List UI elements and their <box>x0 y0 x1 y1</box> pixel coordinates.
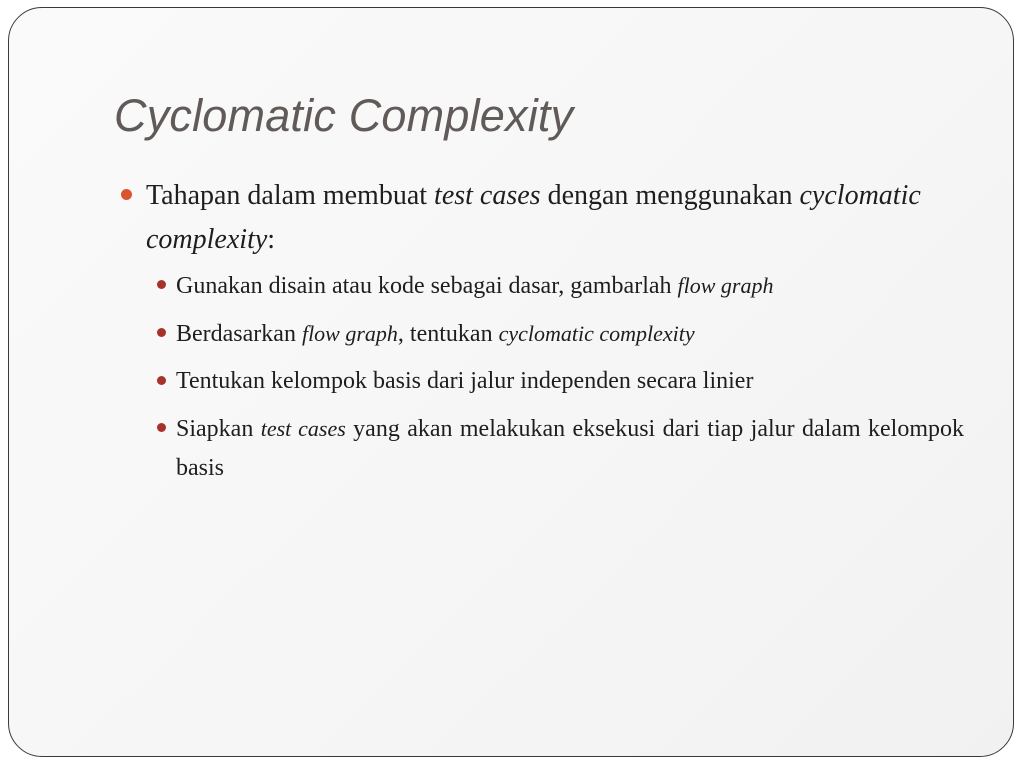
slide <box>8 7 1014 757</box>
bullet-dot-icon <box>157 423 166 432</box>
sub-bullet-2-text-2: , tentukan <box>397 321 499 347</box>
bullet-dot-icon <box>121 189 132 200</box>
sub-bullet-2-em-2: cyclomatic complexity <box>498 321 695 346</box>
main-bullet <box>114 174 964 262</box>
slide-title: Cyclomatic Complexity <box>114 90 574 141</box>
sub-bullet-1 <box>114 266 964 306</box>
sub-bullet-4-text-1: Siapkan <box>176 416 261 442</box>
sub-bullet-4-text-2: yang akan melakukan eksekusi dari tiap jalur dalam kelompok basis <box>176 416 965 481</box>
sub-bullet-1-text: Gunakan disain atau kode sebagai dasar, gambarlah <box>176 273 678 299</box>
sub-bullet-4-em-1: test cases <box>260 416 346 441</box>
sub-bullet-2-text-1: Berdasarkan <box>176 321 302 347</box>
main-bullet-em-2: cyclomatic complexity <box>146 180 921 255</box>
slide-content <box>114 174 964 496</box>
main-bullet-text-1: Tahapan dalam membuat <box>146 180 435 211</box>
main-bullet-em-1: test cases <box>434 180 541 211</box>
sub-bullet-2 <box>114 314 964 354</box>
bullet-dot-icon <box>157 376 166 385</box>
bullet-dot-icon <box>157 280 166 289</box>
sub-bullet-1-em: flow graph <box>677 273 774 298</box>
bullet-dot-icon <box>157 328 166 337</box>
sub-bullet-3 <box>114 362 964 401</box>
sub-bullet-4 <box>114 409 964 488</box>
sub-bullet-2-em-1: flow graph <box>301 321 398 346</box>
main-bullet-text-2: dengan menggunakan <box>540 180 800 211</box>
main-bullet-text-3: : <box>267 224 276 255</box>
sub-bullet-3-text: Tentukan kelompok basis dari jalur independen secara linier <box>176 368 754 394</box>
sub-bullet-list <box>114 266 964 488</box>
